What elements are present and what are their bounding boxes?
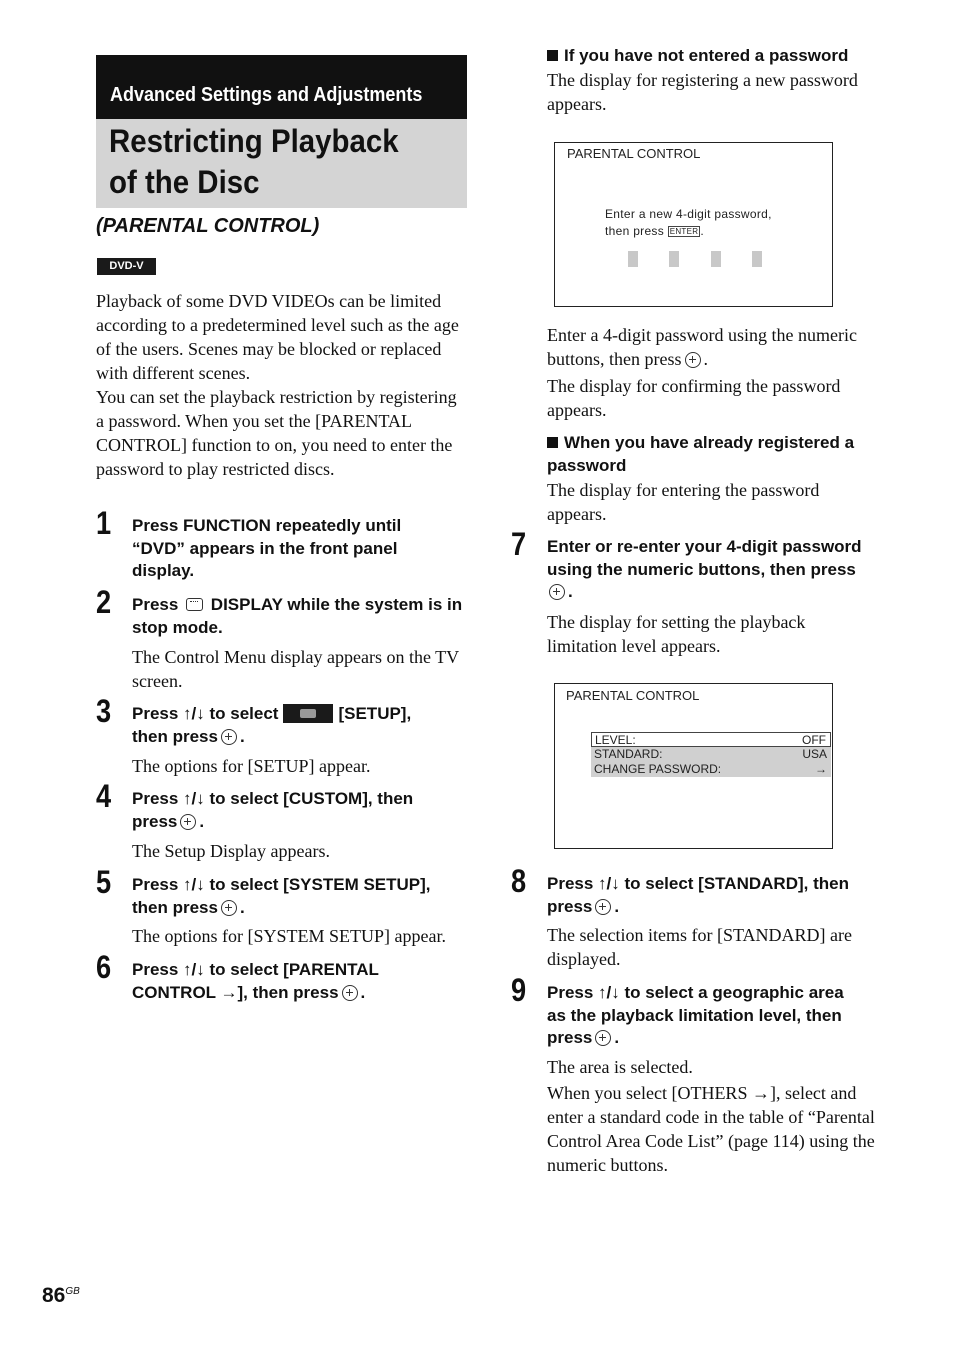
screen-new-password — [554, 142, 833, 307]
step-number-9: 9 — [511, 972, 527, 1008]
step-number-4: 4 — [96, 778, 112, 814]
parental-menu — [591, 732, 831, 778]
no-password-heading-text: If you have not entered a password — [564, 46, 849, 65]
step-4-text-line1: Press ↑/↓ to select [CUSTOM], then — [132, 789, 414, 808]
enter-button-icon — [180, 814, 196, 830]
password-digit-box — [669, 251, 679, 267]
step-9-result-1: The area is selected. — [547, 1057, 693, 1077]
section-title: Advanced Settings and Adjustments — [110, 84, 423, 106]
step-2-instruction — [132, 594, 472, 639]
step-number-3: 3 — [96, 693, 112, 729]
menu-row-level[interactable] — [591, 732, 831, 747]
intro-paragraph-1: Playback of some DVD VIDEOs can be limited according to a predetermined level such as the age of the users. Scenes may be blocked or replaced with different scenes. — [96, 291, 459, 383]
menu-row-standard[interactable] — [591, 747, 831, 762]
step-4-result: The Setup Display appears. — [132, 841, 330, 861]
step-9-text-line1: Press ↑/↓ to select a geographic area — [547, 983, 844, 1002]
menu-value: OFF — [802, 733, 826, 747]
page-subtitle: (PARENTAL CONTROL) — [96, 215, 320, 237]
step-7-text-line2: using the numeric buttons, then press — [547, 559, 856, 579]
password-digit-box — [752, 251, 762, 267]
step-7-result: The display for setting the playback limitation level appears. — [547, 612, 806, 656]
step-8-text-line1: Press ↑/↓ to select [STANDARD], then — [547, 874, 849, 893]
step-2-result: The Control Menu display appears on the TV screen. — [132, 647, 459, 691]
step-number-5: 5 — [96, 864, 112, 900]
menu-label: LEVEL: — [595, 733, 636, 747]
step-5-text-line1: Press ↑/↓ to select [SYSTEM SETUP], — [132, 875, 431, 894]
bullet-square-icon — [547, 437, 558, 448]
enter-button-icon — [221, 900, 237, 916]
step-number-1: 1 — [96, 505, 112, 541]
no-password-after-1: Enter a 4-digit password using the numeric buttons, then press . — [547, 325, 857, 369]
enter-button-icon — [595, 899, 611, 915]
no-password-heading — [547, 45, 887, 68]
screen-title: PARENTAL CONTROL — [567, 146, 701, 161]
step-7-instruction: Enter or re-enter your 4-digit password using the numeric buttons, then press . — [547, 536, 892, 604]
step-4-text-line2: press — [132, 811, 178, 831]
page-number-value: 86 — [42, 1284, 66, 1307]
step-2-text-pre: Press — [132, 595, 179, 614]
step-6-instruction: Press ↑/↓ to select [PARENTAL CONTROL →], then press . — [132, 959, 472, 1004]
step-number-6: 6 — [96, 949, 112, 985]
step-4-instruction: Press ↑/↓ to select [CUSTOM], then press . — [132, 788, 472, 833]
step-5-instruction: Press ↑/↓ to select [SYSTEM SETUP], then press . — [132, 874, 472, 919]
step-9-instruction: Press ↑/↓ to select a geographic area as the playback limitation level, then press . — [547, 982, 892, 1050]
arrow-right-icon: → — [815, 762, 827, 776]
no-password-after-1-text: Enter a 4-digit password using the numeric buttons, then press — [547, 325, 857, 369]
step-8-result: The selection items for [STANDARD] are displayed. — [547, 925, 852, 969]
step-5-text-line2: then press — [132, 897, 218, 917]
registered-text: The display for entering the password appears. — [547, 480, 820, 524]
step-9-text-line3: press — [547, 1028, 593, 1047]
intro-paragraph-2: You can set the playback restriction by registering a password. When you set the [PARENTAL CONTROL] function to on, you need to enter the password to play restricted discs. — [96, 387, 457, 479]
enter-button-icon — [221, 729, 237, 745]
menu-row-change-password[interactable] — [591, 762, 831, 777]
step-8-text-line2: press — [547, 896, 593, 916]
password-digit-box — [628, 251, 638, 267]
enter-button-icon — [549, 584, 565, 600]
step-1-instruction: Press FUNCTION repeatedly until “DVD” appears in the front panel display. — [132, 516, 402, 580]
step-3-result: The options for [SETUP] appear. — [132, 756, 371, 776]
step-number-7: 7 — [511, 526, 527, 562]
page-number-suffix: GB — [65, 1286, 80, 1297]
enter-key-icon: ENTER — [669, 227, 699, 236]
screen-title: PARENTAL CONTROL — [566, 688, 700, 703]
step-3-text-line2: then press — [132, 726, 218, 746]
step-6-text-line1: Press ↑/↓ to select [PARENTAL — [132, 960, 379, 979]
display-button-icon — [186, 598, 203, 611]
registered-heading — [547, 432, 887, 477]
menu-label: STANDARD: — [594, 747, 663, 761]
setup-toolbox-icon — [283, 704, 333, 723]
screen-prompt-line2: then press — [605, 224, 665, 238]
no-password-after-2: The display for confirming the password appears. — [547, 376, 841, 420]
enter-button-icon — [595, 1030, 611, 1046]
step-number-8: 8 — [511, 863, 527, 899]
step-2-text-post: DISPLAY while the system is in stop mode. — [132, 595, 463, 637]
step-number-2: 2 — [96, 584, 112, 620]
step-3-text-post: [SETUP], — [338, 704, 412, 723]
menu-label: CHANGE PASSWORD: — [594, 762, 722, 776]
password-digit-box — [711, 251, 721, 267]
enter-button-icon — [342, 985, 358, 1001]
screen-parental-level — [554, 683, 833, 849]
page-title: Restricting Playback of the Disc — [109, 123, 399, 200]
step-8-instruction: Press ↑/↓ to select [STANDARD], then press . — [547, 873, 892, 918]
step-3-text-pre: Press ↑/↓ to select — [132, 704, 279, 723]
step-5-result: The options for [SYSTEM SETUP] appear. — [132, 926, 446, 946]
page-number — [42, 1284, 80, 1308]
no-password-text: The display for registering a new password appears. — [547, 70, 858, 114]
step-6-text-line2: CONTROL →], then press — [132, 982, 339, 1002]
screen-prompt: Enter a new 4-digit password, then press ENTER . — [605, 207, 772, 238]
screen-prompt-line1: Enter a new 4-digit password, — [605, 207, 772, 221]
dvd-v-badge: DVD-V — [97, 258, 156, 275]
registered-heading-line2: password — [547, 455, 627, 475]
step-9-text-line2: as the playback limitation level, then — [547, 1005, 842, 1025]
registered-heading-line1: When you have already registered a — [564, 433, 855, 452]
step-9-result-2: When you select [OTHERS →], select and enter a standard code in the table of “Parental Control Area Code List” (page 114) using the numeric buttons. — [547, 1083, 875, 1175]
bullet-square-icon — [547, 50, 558, 61]
enter-button-icon — [685, 352, 701, 368]
step-7-text-line1: Enter or re-enter your 4-digit password — [547, 537, 862, 556]
menu-value: USA — [802, 747, 827, 761]
step-3-instruction: Press ↑/↓ to select [SETUP], then press . — [132, 704, 412, 746]
